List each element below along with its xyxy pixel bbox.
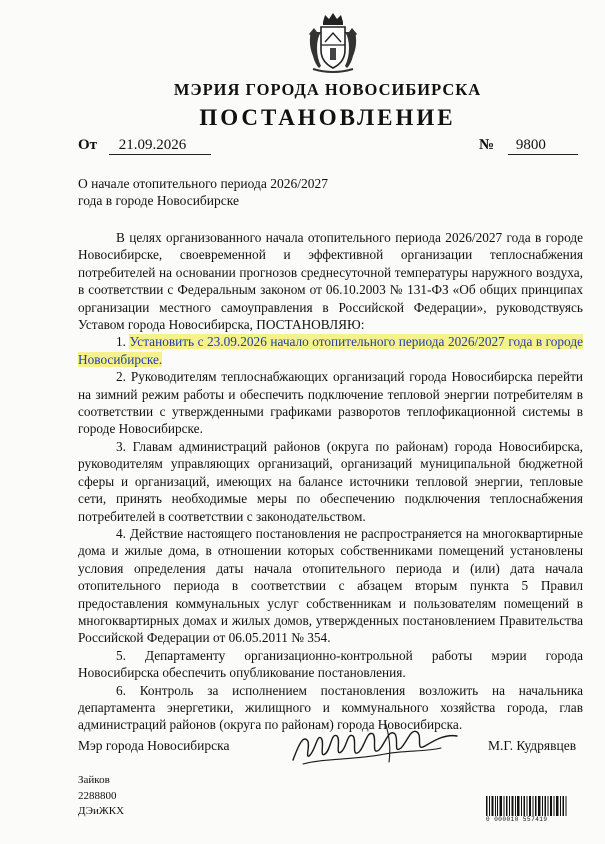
executor-phone: 2288800 [78,789,117,802]
number-value: 9800 [508,137,578,155]
date-label: От [78,137,98,153]
item-text: Руководителям теплоснабжающих организаций города Новосибирска перейти на зимний режим работы и обеспечить подключение тепловой энергии потребителям в соответствии с утвержденными графиками разворотов теплофикационной системы в городе Новосибирске. [78,369,583,437]
handwritten-signature [285,714,465,774]
number-label: № [479,137,495,153]
item-text: Контроль за исполнением постановления возложить на начальника департамента энергетики, жилищного и коммунального хозяйства города, глав администраций районов (округа по районам) города Новосибирска. [78,682,583,733]
executor-name: Зайков [78,774,110,786]
item-number: 4. [116,525,126,541]
item-text: Главам администраций районов (округа по районам) города Новосибирска, руководителям управляющих организаций, организаций муниципальной бюджетной сферы и организаций, имеющих на балансе источники тепловой энергии, тепловые сети, принять необходимые меры по обеспечению подключения теплоснабжения потребителей в соответствии с законодательством. [78,438,583,524]
date-value: 21.09.2026 [109,137,211,155]
item-number: 3. [116,438,126,454]
executor-department: ДЭиЖКХ [78,805,125,817]
highlighted-text: Установить с 23.09.2026 начало отопительного периода 2026/2027 года в городе Новосибирске. [78,334,583,367]
list-item [78,525,583,647]
list-item [78,438,583,525]
barcode-number: 0 000010 557419 [486,816,548,823]
list-item [78,368,583,438]
list-item [78,333,583,368]
executor-block [78,773,124,820]
number-row [479,137,578,155]
item-text: Действие настоящего постановления не распространяется на многоквартирные дома и жилые дома, в отношении которых собственниками помещений установлены условия определения даты начала отопительного периода и (или) дата начала отопительного периода в соответствии с абзацем вторым пункта 5 Правил предоставления коммунальных услуг собственникам и пользователям помещений в многоквартирных домах и жилых домов, утвержденных постановлением Правительства Российской Федерации от 06.05.2011 № 354. [78,525,583,646]
document-subject: О начале отопительного периода 2026/2027 года в городе Новосибирске [78,176,328,208]
barcode-icon [486,796,568,816]
preamble: В целях организованного начала отопительного периода 2026/2027 года в городе Новосибирске, своевременной и эффективной организации теплоснабжения потребителей на основании прогнозов среднесуточной температуры наружного воздуха, в соответствии с Федеральным законом от 06.10.2003 № 131-ФЗ «Об общих принципах организации местного самоуправления в Российской Федерации», руководствуясь Уставом города Новосибирска, ПОСТАНОВЛЯЮ: [78,230,583,333]
signatory-name: М.Г. Кудрявцев [488,738,577,753]
item-number: 5. [116,647,126,663]
city-coat-of-arms-icon [305,12,361,74]
list-item [78,647,583,682]
item-number: 1. [116,334,126,350]
signatory-title: Мэр города Новосибирска [78,738,230,753]
date-row [78,137,211,155]
item-number: 6. [116,682,126,698]
organization-name: МЭРИЯ ГОРОДА НОВОСИБИРСКА [173,80,482,99]
item-number: 2. [116,369,126,385]
item-text: Департаменту организационно-контрольной работы мэрии города Новосибирска обеспечить опубликование постановления. [78,647,583,681]
document-body [78,229,583,734]
document-type: ПОСТАНОВЛЕНИЕ [199,105,456,130]
